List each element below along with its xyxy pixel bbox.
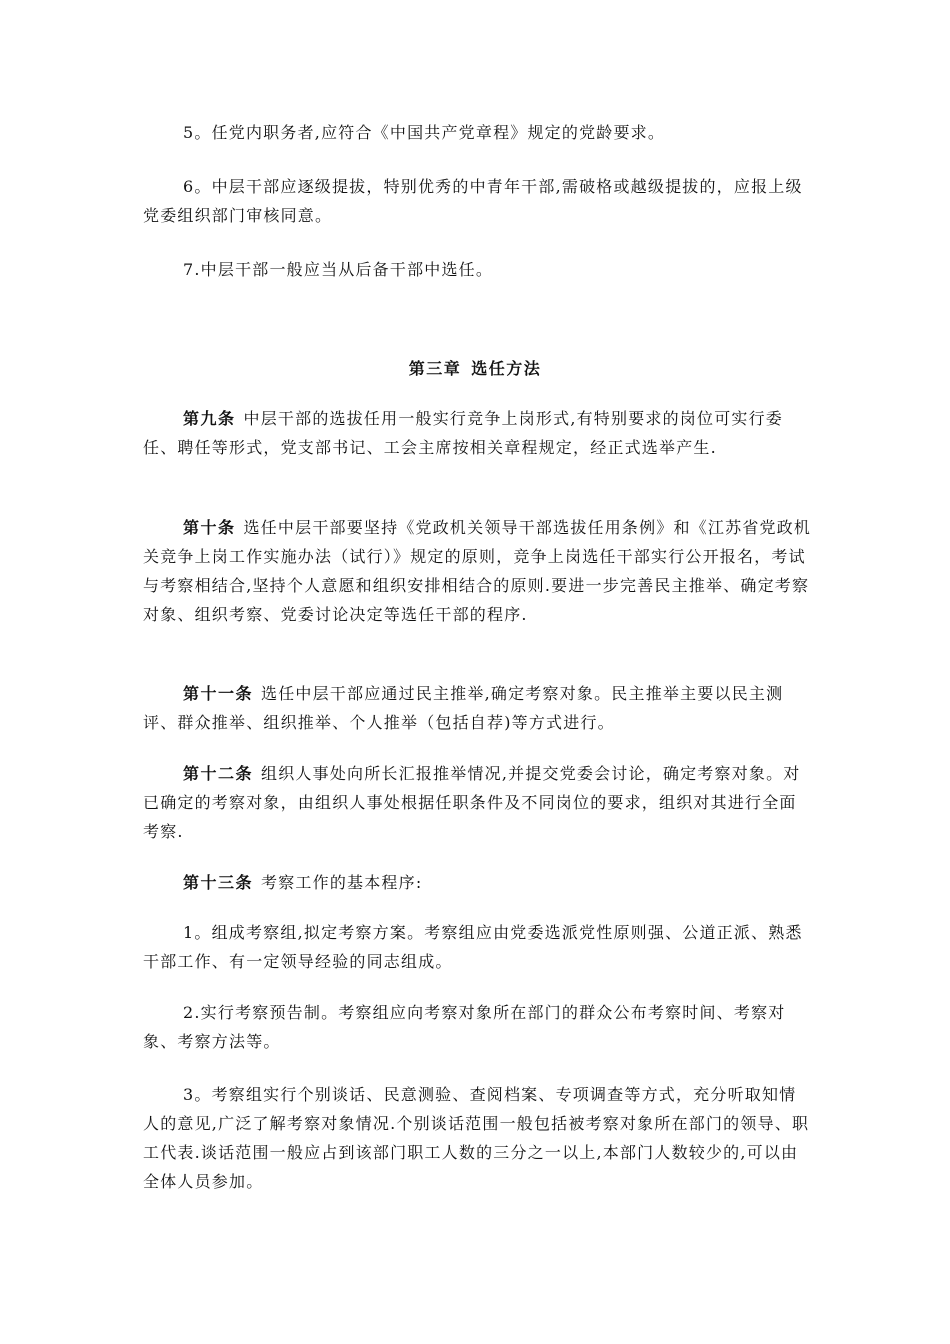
article-11 (143, 679, 813, 737)
article-10 (143, 513, 813, 629)
article-number: 第十一条 (183, 684, 254, 703)
numbered-item-7 (143, 255, 813, 284)
item-text: 2.实行考察预告制。考察组应向考察对象所在部门的群众公布考察时间、考察对象、考察方法等。 (143, 1003, 786, 1051)
article-text: 选任中层干部应通过民主推举,确定考察对象。民主推举主要以民主测评、群众推举、组织推举、个人推举（包括自荐)等方式进行。 (143, 684, 784, 732)
chapter-heading (0, 354, 950, 383)
article-13 (143, 868, 813, 897)
numbered-item-5 (143, 118, 813, 147)
article-number: 第十三条 (183, 873, 254, 892)
item-text: 7.中层干部一般应当从后备干部中选任。 (183, 260, 494, 279)
article-number: 第十二条 (183, 764, 254, 783)
item-text: 6。中层干部应逐级提拔，特别优秀的中青年干部,需破格或越级提拔的，应报上级党委组织部门审核同意。 (143, 177, 803, 225)
article-number: 第九条 (183, 409, 236, 428)
chapter-title: 选任方法 (471, 359, 542, 378)
procedure-item-3 (143, 1080, 813, 1196)
article-12 (143, 759, 813, 846)
article-text: 考察工作的基本程序: (261, 873, 423, 892)
article-text: 中层干部的选拔任用一般实行竞争上岗形式,有特别要求的岗位可实行委任、聘任等形式，党支部书记、工会主席按相关章程规定，经正式选举产生. (143, 409, 784, 457)
numbered-item-6 (143, 172, 813, 230)
item-text: 5。任党内职务者,应符合《中国共产党章程》规定的党龄要求。 (183, 123, 666, 142)
article-9 (143, 404, 813, 462)
article-number: 第十条 (183, 518, 236, 537)
procedure-item-2 (143, 998, 813, 1056)
article-text: 组织人事处向所长汇报推举情况,并提交党委会讨论，确定考察对象。对已确定的考察对象，由组织人事处根据任职条件及不同岗位的要求，组织对其进行全面考察. (143, 764, 801, 841)
item-text: 1。组成考察组,拟定考察方案。考察组应由党委选派党性原则强、公道正派、熟悉干部工作、有一定领导经验的同志组成。 (143, 923, 803, 971)
article-text: 选任中层干部要坚持《党政机关领导干部选拔任用条例》和《江苏省党政机关竞争上岗工作实施办法（试行）》规定的原则，竞争上岗选任干部实行公开报名，考试与考察相结合,坚持个人意愿和组织安排相结合的原则.要进一步完善民主推举、确定考察对象、组织考察、党委讨论决定等选任干部的程序. (143, 518, 812, 624)
procedure-item-1 (143, 918, 813, 976)
chapter-number: 第三章 (408, 359, 462, 378)
item-text: 3。考察组实行个别谈话、民意测验、查阅档案、专项调查等方式，充分听取知情人的意见,广泛了解考察对象情况.个别谈话范围一般包括被考察对象所在部门的领导、职工代表.谈话范围一般应占到该部门职工人数的三分之一以上,本部门人数较少的,可以由全体人员参加。 (143, 1085, 810, 1191)
